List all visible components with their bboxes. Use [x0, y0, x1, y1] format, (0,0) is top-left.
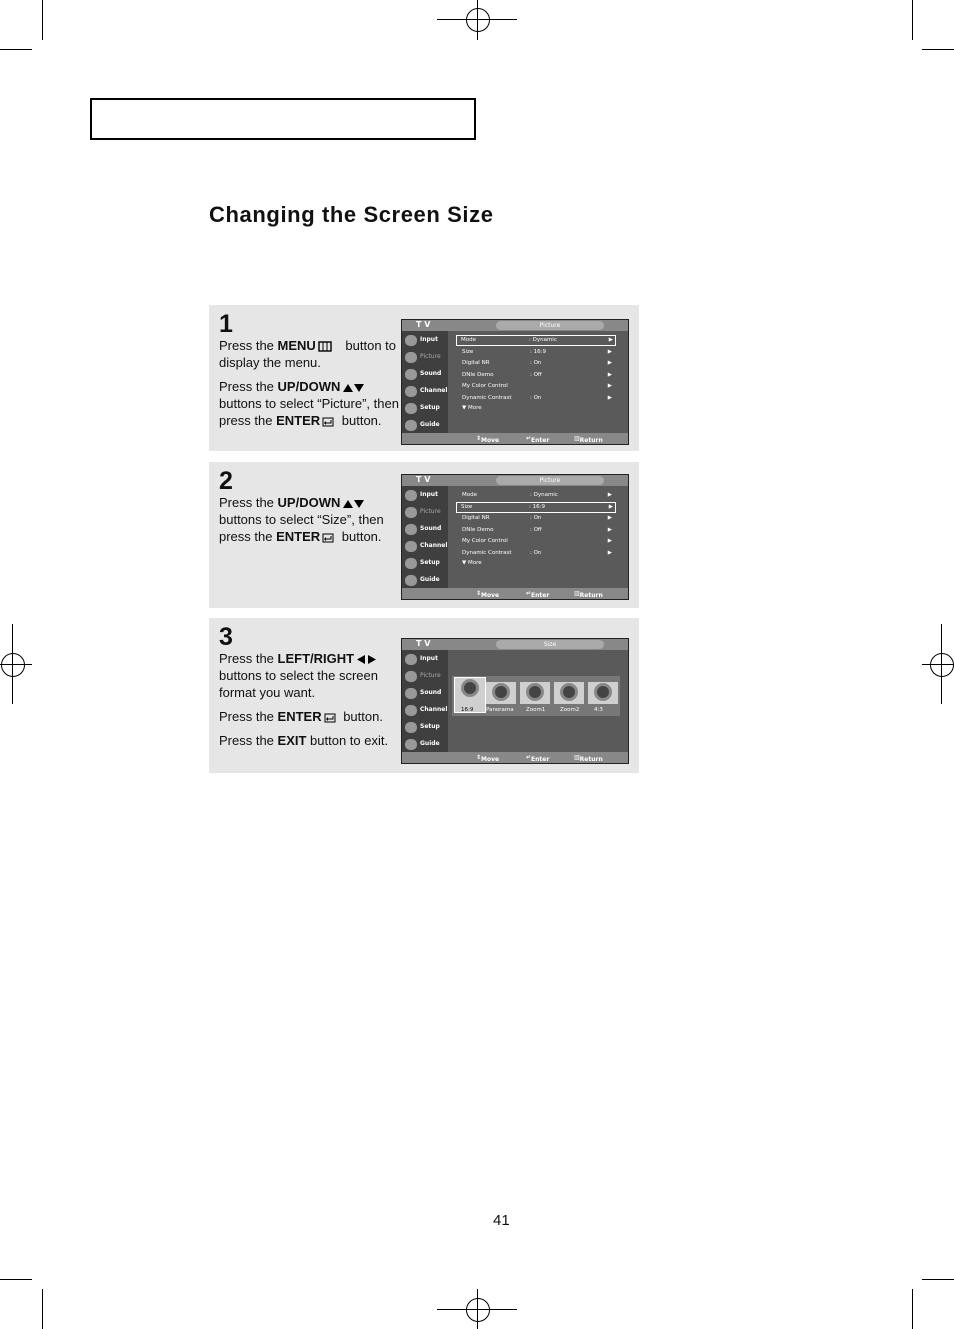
- tv-logo: T V: [416, 639, 431, 648]
- crop-mark: [0, 49, 32, 50]
- registration-mark: [922, 664, 954, 665]
- menu-row-label: My Color Control: [462, 538, 508, 544]
- menu-row-value: : Off: [530, 526, 542, 533]
- arrow-right-icon: ▶: [607, 492, 612, 498]
- page-number: 41: [493, 1212, 510, 1229]
- sidebar-item-label: Picture: [420, 508, 441, 515]
- instruction-text: Press the: [219, 651, 278, 666]
- instruction-paragraph: [219, 650, 399, 701]
- sidebar-item-label: Sound: [420, 370, 442, 377]
- up-down-arrows-icon: [342, 498, 364, 509]
- sidebar-item-label: Setup: [420, 404, 440, 411]
- sidebar-item-label: Guide: [420, 740, 440, 747]
- menu-row-value: : On: [530, 549, 542, 556]
- more-indicator: ▼ More: [462, 560, 482, 566]
- format-option[interactable]: [588, 682, 618, 704]
- sidebar-item-picture[interactable]: [404, 350, 447, 365]
- menu-row[interactable]: [458, 358, 614, 368]
- sidebar-item-input[interactable]: [404, 488, 447, 503]
- arrow-right-icon: ▶: [607, 549, 612, 556]
- setup-icon: [405, 558, 417, 569]
- instruction-text: button to exit.: [306, 733, 389, 748]
- menu-row[interactable]: [458, 525, 614, 535]
- registration-mark: [930, 653, 954, 677]
- guide-icon: [405, 420, 417, 431]
- enter-icon: [322, 416, 336, 427]
- sidebar-item-guide[interactable]: [404, 418, 447, 433]
- registration-mark: [0, 664, 32, 665]
- instruction-paragraph: [219, 494, 399, 545]
- channel-icon: [405, 386, 417, 397]
- return-hint: ▥ Return: [574, 754, 603, 763]
- arrow-right-icon: ▶: [607, 515, 612, 521]
- key-name: EXIT: [277, 733, 307, 748]
- key-name: MENU: [277, 338, 316, 353]
- menu-row[interactable]: [458, 548, 614, 558]
- menu-row[interactable]: [456, 335, 616, 346]
- menu-row-label: Mode: [461, 337, 476, 343]
- sidebar-item-input[interactable]: [404, 652, 447, 667]
- arrow-right-icon: ▶: [607, 538, 612, 544]
- sidebar-item-label: Input: [420, 491, 438, 498]
- return-label: Return: [579, 756, 603, 763]
- tv-menu-screen: [401, 319, 629, 445]
- tv-sidebar: [402, 331, 448, 433]
- menu-row[interactable]: [456, 502, 616, 513]
- sidebar-item-label: Guide: [420, 576, 440, 583]
- sidebar-item-picture[interactable]: [404, 505, 447, 520]
- registration-mark: [466, 8, 490, 32]
- sidebar-item-label: Channel: [420, 542, 448, 549]
- menu-row[interactable]: [458, 513, 614, 523]
- left-right-arrows-icon: [356, 654, 378, 665]
- instruction-paragraph: [219, 378, 399, 429]
- menu-row[interactable]: [458, 490, 614, 500]
- step-number: 1: [219, 310, 233, 338]
- sidebar-item-label: Picture: [420, 353, 441, 360]
- arrow-right-icon: ▶: [608, 503, 613, 510]
- format-option[interactable]: [554, 682, 584, 704]
- key-name: UP/DOWN: [277, 495, 341, 510]
- instruction-text: Press the: [219, 733, 278, 748]
- arrow-right-icon: ▶: [607, 394, 612, 401]
- arrow-right-icon: ▶: [607, 526, 612, 533]
- arrow-right-icon: ▶: [607, 360, 612, 366]
- enter-label: Enter: [531, 592, 550, 599]
- menu-row-value: : Off: [530, 371, 542, 378]
- tv-logo: T V: [416, 475, 431, 484]
- step-instructions: [219, 650, 399, 756]
- sidebar-item-label: Guide: [420, 421, 440, 428]
- move-label: Move: [481, 437, 500, 444]
- sidebar-item-label: Input: [420, 655, 438, 662]
- sidebar-item-channel[interactable]: [404, 539, 447, 554]
- registration-mark: [466, 1298, 490, 1322]
- sidebar-item-label: Setup: [420, 723, 440, 730]
- crop-mark: [922, 49, 954, 50]
- flower-image-icon: [563, 686, 575, 698]
- return-label: Return: [579, 592, 603, 599]
- tv-menu-screen: [401, 638, 629, 764]
- instruction-text: button.: [338, 529, 382, 544]
- tv-footer: [402, 433, 628, 444]
- instruction-paragraph: [219, 337, 399, 371]
- menu-row-label: Dynamic Contrast: [462, 549, 512, 556]
- tv-logo: T V: [416, 320, 431, 329]
- enter-hint: ↵ Enter: [526, 435, 550, 444]
- registration-mark: [1, 653, 25, 677]
- crop-mark: [912, 1289, 913, 1329]
- sidebar-item-label: Setup: [420, 559, 440, 566]
- instruction-text: Press the: [219, 709, 278, 724]
- menu-row[interactable]: [458, 536, 614, 546]
- format-label: Panorama: [486, 707, 514, 713]
- sidebar-item-label: Picture: [420, 672, 441, 679]
- crop-mark: [0, 1279, 32, 1280]
- channel-icon: [405, 705, 417, 716]
- instruction-text: Press the: [219, 338, 278, 353]
- menu-row-label: Digital NR: [462, 515, 490, 521]
- format-label: Zoom2: [560, 707, 580, 713]
- instruction-text: buttons to select “Picture”, then press the: [219, 396, 399, 428]
- step-number: 2: [219, 467, 233, 495]
- page-title: Changing the Screen Size: [209, 202, 494, 227]
- menu-row-label: My Color Control: [462, 383, 508, 389]
- arrow-right-icon: ▶: [608, 337, 613, 343]
- return-hint: ▥ Return: [574, 435, 603, 444]
- sidebar-item-sound[interactable]: [404, 522, 447, 537]
- input-icon: [405, 490, 417, 501]
- step-instructions: [219, 494, 399, 552]
- crop-mark: [42, 1289, 43, 1329]
- registration-mark: [477, 1289, 478, 1329]
- sound-icon: [405, 688, 417, 699]
- sidebar-item-input[interactable]: [404, 333, 447, 348]
- chapter-header-box: [90, 98, 476, 140]
- menu-row[interactable]: [458, 370, 614, 380]
- crop-mark: [912, 0, 913, 40]
- menu-icon: [318, 341, 340, 352]
- sidebar-item-label: Channel: [420, 706, 448, 713]
- menu-row-value: : Dynamic: [530, 492, 558, 498]
- step-panel: [209, 462, 639, 608]
- flower-image-icon: [495, 686, 507, 698]
- key-name: ENTER: [276, 413, 321, 428]
- step-number: 3: [219, 623, 233, 651]
- guide-icon: [405, 739, 417, 750]
- sidebar-item-channel[interactable]: [404, 384, 447, 399]
- tv-menu-screen: [401, 474, 629, 600]
- sidebar-item-sound[interactable]: [404, 367, 447, 382]
- menu-row-label: Dynamic Contrast: [462, 394, 512, 401]
- menu-header: Size: [496, 640, 604, 649]
- return-hint: ▥ Return: [574, 590, 603, 599]
- picture-icon: [405, 507, 417, 518]
- input-icon: [405, 654, 417, 665]
- menu-row-label: Mode: [462, 492, 477, 498]
- arrow-right-icon: ▶: [607, 383, 612, 389]
- menu-header: Picture: [496, 476, 604, 485]
- menu-row-label: Size: [462, 348, 474, 355]
- arrow-right-icon: ▶: [607, 348, 612, 355]
- move-label: Move: [481, 592, 500, 599]
- instruction-text: Press the: [219, 379, 278, 394]
- input-icon: [405, 335, 417, 346]
- more-indicator: ▼ More: [462, 405, 482, 411]
- format-option[interactable]: [486, 682, 516, 704]
- enter-icon: [324, 712, 338, 723]
- format-label: Zoom1: [526, 707, 546, 713]
- crop-mark: [922, 1279, 954, 1280]
- move-label: Move: [481, 756, 500, 763]
- enter-hint: ↵ Enter: [526, 754, 550, 763]
- sidebar-item-guide[interactable]: [404, 573, 447, 588]
- setup-icon: [405, 722, 417, 733]
- enter-label: Enter: [531, 756, 550, 763]
- move-hint: ⇕ Move: [476, 590, 500, 599]
- sidebar-item-label: Sound: [420, 689, 442, 696]
- enter-label: Enter: [531, 437, 550, 444]
- sidebar-item-setup[interactable]: [404, 401, 447, 416]
- instruction-text: Press the: [219, 495, 278, 510]
- up-down-arrows-icon: [342, 382, 364, 393]
- key-name: LEFT/RIGHT: [277, 651, 355, 666]
- tv-footer: [402, 752, 628, 763]
- menu-row-value: : On: [530, 360, 542, 366]
- size-format-row: [452, 676, 620, 716]
- sidebar-item-setup[interactable]: [404, 720, 447, 735]
- sidebar-item-sound[interactable]: [404, 686, 447, 701]
- step-panel: [209, 305, 639, 451]
- sidebar-item-guide[interactable]: [404, 737, 447, 752]
- flower-image-icon: [464, 682, 476, 694]
- picture-icon: [405, 671, 417, 682]
- sidebar-item-setup[interactable]: [404, 556, 447, 571]
- instruction-text: button.: [339, 709, 383, 724]
- instruction-text: button.: [338, 413, 382, 428]
- registration-mark: [477, 0, 478, 40]
- tv-sidebar: [402, 650, 448, 752]
- menu-row-value: : On: [530, 515, 542, 521]
- enter-icon: [322, 532, 336, 543]
- return-label: Return: [579, 437, 603, 444]
- sidebar-item-label: Sound: [420, 525, 442, 532]
- key-name: UP/DOWN: [277, 379, 341, 394]
- picture-icon: [405, 352, 417, 363]
- format-label: 4:3: [594, 707, 603, 713]
- menu-row-label: DNIe Demo: [462, 526, 494, 533]
- move-hint: ⇕ Move: [476, 754, 500, 763]
- flower-image-icon: [597, 686, 609, 698]
- arrow-right-icon: ▶: [607, 371, 612, 378]
- instruction-text: buttons to select the screen format you want.: [219, 668, 378, 700]
- sidebar-item-picture[interactable]: [404, 669, 447, 684]
- sidebar-item-label: Channel: [420, 387, 448, 394]
- instruction-paragraph: [219, 732, 399, 749]
- flower-image-icon: [529, 686, 541, 698]
- tv-sidebar: [402, 486, 448, 588]
- move-hint: ⇕ Move: [476, 435, 500, 444]
- instruction-text: button to display the menu.: [219, 338, 397, 370]
- crop-mark: [42, 0, 43, 40]
- sound-icon: [405, 524, 417, 535]
- menu-row-label: DNIe Demo: [462, 371, 494, 378]
- menu-row[interactable]: [458, 393, 614, 403]
- guide-icon: [405, 575, 417, 586]
- menu-row-label: Size: [461, 503, 473, 510]
- tv-footer: [402, 588, 628, 599]
- sidebar-item-channel[interactable]: [404, 703, 447, 718]
- step-instructions: [219, 337, 399, 436]
- enter-hint: ↵ Enter: [526, 590, 550, 599]
- menu-row-value: : 16:9: [530, 348, 546, 355]
- instruction-text: buttons to select “Size”, then press the: [219, 512, 384, 544]
- menu-row[interactable]: [458, 347, 614, 357]
- menu-row-value: : 16:9: [529, 503, 545, 510]
- setup-icon: [405, 403, 417, 414]
- menu-row-value: : On: [530, 394, 542, 401]
- channel-icon: [405, 541, 417, 552]
- menu-row[interactable]: [458, 381, 614, 391]
- menu-row-value: : Dynamic: [529, 337, 557, 343]
- sidebar-item-label: Input: [420, 336, 438, 343]
- step-panel: [209, 618, 639, 773]
- sound-icon: [405, 369, 417, 380]
- menu-header: Picture: [496, 321, 604, 330]
- key-name: ENTER: [277, 709, 322, 724]
- instruction-paragraph: [219, 708, 399, 725]
- menu-row-label: Digital NR: [462, 360, 490, 366]
- format-label: 16:9: [461, 707, 474, 713]
- key-name: ENTER: [276, 529, 321, 544]
- format-option[interactable]: [520, 682, 550, 704]
